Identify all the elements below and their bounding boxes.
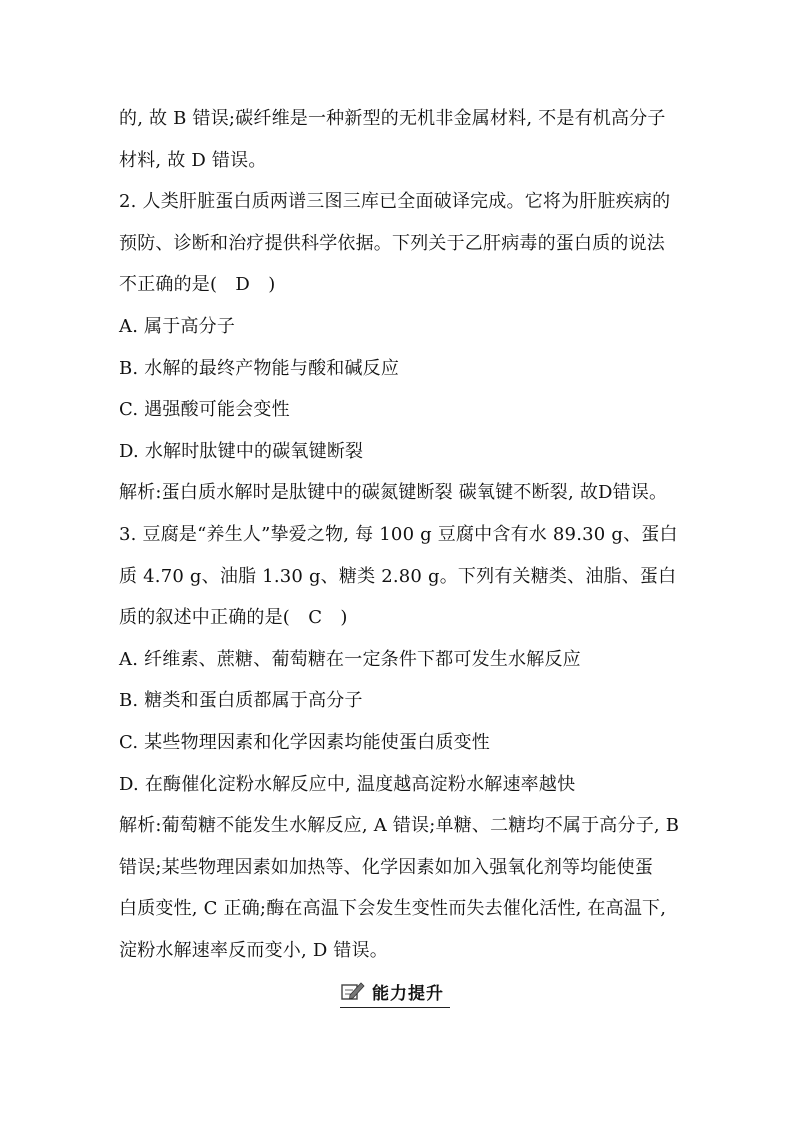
explanation-line: 解析:葡萄糖不能发生水解反应, A 错误;单糖、二糖均不属于高分子, B bbox=[119, 815, 680, 837]
option-c: C. 某些物理因素和化学因素均能使蛋白质变性 bbox=[119, 731, 490, 753]
option-b: B. 糖类和蛋白质都属于高分子 bbox=[119, 690, 363, 712]
explanation-line: 错误;某些物理因素如加热等、化学因素如加入强氧化剂等均能使蛋 bbox=[119, 856, 654, 878]
option-a: A. 属于高分子 bbox=[119, 315, 236, 337]
option-d: D. 水解时肽键中的碳氧键断裂 bbox=[119, 440, 364, 462]
text-line: 的, 故 B 错误;碳纤维是一种新型的无机非金属材料, 不是有机高分子 bbox=[119, 108, 666, 129]
option-d: D. 在酶催化淀粉水解反应中, 温度越高淀粉水解速率越快 bbox=[119, 773, 576, 795]
question-3-line: 3. 豆腐是“养生人”挚爱之物, 每 100 g 豆腐中含有水 89.30 g、蛋白 bbox=[119, 523, 678, 545]
option-a: A. 纤维素、蔗糖、葡萄糖在一定条件下都可发生水解反应 bbox=[119, 648, 581, 670]
option-c: C. 遇强酸可能会变性 bbox=[119, 399, 290, 421]
explanation-line: 淀粉水解速率反而变小, D 错误。 bbox=[119, 939, 388, 961]
question-2-line: 不正确的是( D ) bbox=[119, 274, 276, 296]
option-b: B. 水解的最终产物能与酸和碱反应 bbox=[119, 357, 400, 379]
section-heading bbox=[340, 976, 450, 1008]
text-line: 材料, 故 D 错误。 bbox=[119, 149, 267, 171]
section-title: 能力提升 bbox=[372, 983, 444, 1004]
explanation-line: 解析:蛋白质水解时是肽键中的碳氮键断裂 碳氧键不断裂, 故D错误。 bbox=[119, 482, 668, 504]
explanation-line: 白质变性, C 正确;酶在高温下会发生变性而失去催化活性, 在高温下, bbox=[119, 898, 667, 920]
question-3-line: 质 4.70 g、油脂 1.30 g、糖类 2.80 g。下列有关糖类、油脂、蛋白 bbox=[119, 565, 677, 587]
document-body bbox=[119, 98, 689, 971]
pencil-note-icon bbox=[340, 980, 366, 1002]
question-3-line: 质的叙述中正确的是( C ) bbox=[119, 607, 348, 629]
question-2-line: 预防、诊断和治疗提供科学依据。下列关于乙肝病毒的蛋白质的说法 bbox=[119, 232, 665, 254]
question-2-line: 2. 人类肝脏蛋白质两谱三图三库已全面破译完成。它将为肝脏疾病的 bbox=[119, 191, 671, 213]
